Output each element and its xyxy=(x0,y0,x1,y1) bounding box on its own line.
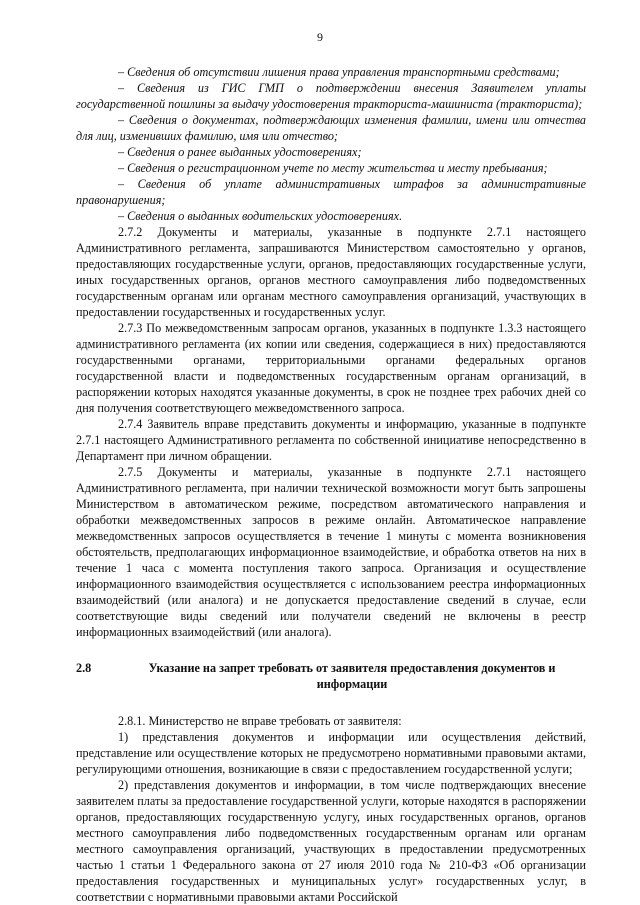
list-item: – Сведения о документах, подтверждающих изменения фамилии, имени или отчества для лиц, изменивших фамилию, имя или отчество; xyxy=(76,113,586,143)
list-item: – Сведения о выданных водительских удостоверениях. xyxy=(118,209,403,223)
list-item: – Сведения об отсутствии лишения права управления транспортными средствами; xyxy=(118,65,560,79)
page-number: 9 xyxy=(317,30,323,44)
list-item: – Сведения из ГИС ГМП о подтверждении внесения Заявителем уплаты государственной пошлины за выдачу удостоверения тракториста-машиниста (тракториста); xyxy=(76,81,586,111)
paragraph-item-1: 1) представления документов и информации или осуществления действий, представление или осуществление которых не предусмотрено нормативными правовыми актами, регулирующими отношения, возникающие в связи с предоставлением государственной услуги; xyxy=(76,730,586,776)
document-body xyxy=(76,64,586,905)
list-item: – Сведения о регистрационном учете по месту жительства и месту пребывания; xyxy=(118,161,548,175)
section-title: Указание на запрет требовать от заявителя предоставления документов и информации xyxy=(148,661,556,691)
list-item: – Сведения об уплате административных штрафов за административные правонарушения; xyxy=(76,177,586,207)
section-number: 2.8 xyxy=(76,661,92,675)
paragraph-2-7-2: 2.7.2 Документы и материалы, указанные в подпункте 2.7.1 настоящего Административного регламента, запрашиваются Министерством самостоятельно у органов, предоставляющих государственные услуги, органов, предоставляющих государственные услуги, иных государственных органов, органов местного самоуправления либо подведомственных государственным органам или органам местного самоуправления организаций, участвующих в предоставлении государственных и государственных услуг. xyxy=(76,225,586,319)
list-item: – Сведения о ранее выданных удостоверениях; xyxy=(118,145,362,159)
paragraph-2-7-3: 2.7.3 По межведомственным запросам органов, указанных в подпункте 1.3.3 настоящего административного регламента (их копии или сведения, содержащиеся в них) предоставляются государственными органами, территориальными органами федеральных органов государственной власти и подведомственных государственным органам организаций, в распоряжении которых находятся указанные документы, в срок не позднее трех рабочих дней со дня получения соответствующего межведомственного запроса. xyxy=(76,321,586,415)
section-heading xyxy=(76,660,586,692)
paragraph-2-7-4: 2.7.4 Заявитель вправе представить документы и информацию, указанные в подпункте 2.7.1 настоящего Административного регламента по собственной инициативе непосредственно в Департамент при личном обращении. xyxy=(76,417,586,463)
paragraph-2-7-5: 2.7.5 Документы и материалы, указанные в подпункте 2.7.1 настоящего Административного регламента, при наличии технической возможности могут быть запрошены Министерством в автоматическом режиме, посредством автоматического направления и обработки межведомственных запросов в режиме онлайн. Автоматическое направление межведомственных запросов осуществляется в течение 1 минуты с момента возникновения обстоятельств, предполагающих информационное взаимодействие, и обработка ответов на них в течение 1 часа с момента поступления такого запроса. Организация и осуществление информационного взаимодействия осуществляется с использованием реестра информационных взаимодействий (или аналога) и не допускается предоставление сведений в случае, если соответствующие виды сведений или получатели сведений не включены в реестр информационных взаимодействий (или аналога). xyxy=(76,465,586,639)
paragraph-item-2: 2) представления документов и информации, в том числе подтверждающих внесение заявителем платы за предоставление государственной услуги, которые находятся в распоряжении органов, предоставляющих государственную услугу, иных государственных органов, органов местного самоуправления либо подведомственных государственным органам или органам местного самоуправления организаций, участвующих в предоставлении предусмотренных частью 1 статьи 1 Федерального закона от 27 июля 2010 года № 210-ФЗ «Об организации предоставления государственных и муниципальных услуг» государственных услуг, в соответствии с нормативными правовыми актами Российской xyxy=(76,778,586,904)
info-list xyxy=(76,64,586,224)
paragraph-2-8-1: 2.8.1. Министерство не вправе требовать от заявителя: xyxy=(118,714,402,728)
